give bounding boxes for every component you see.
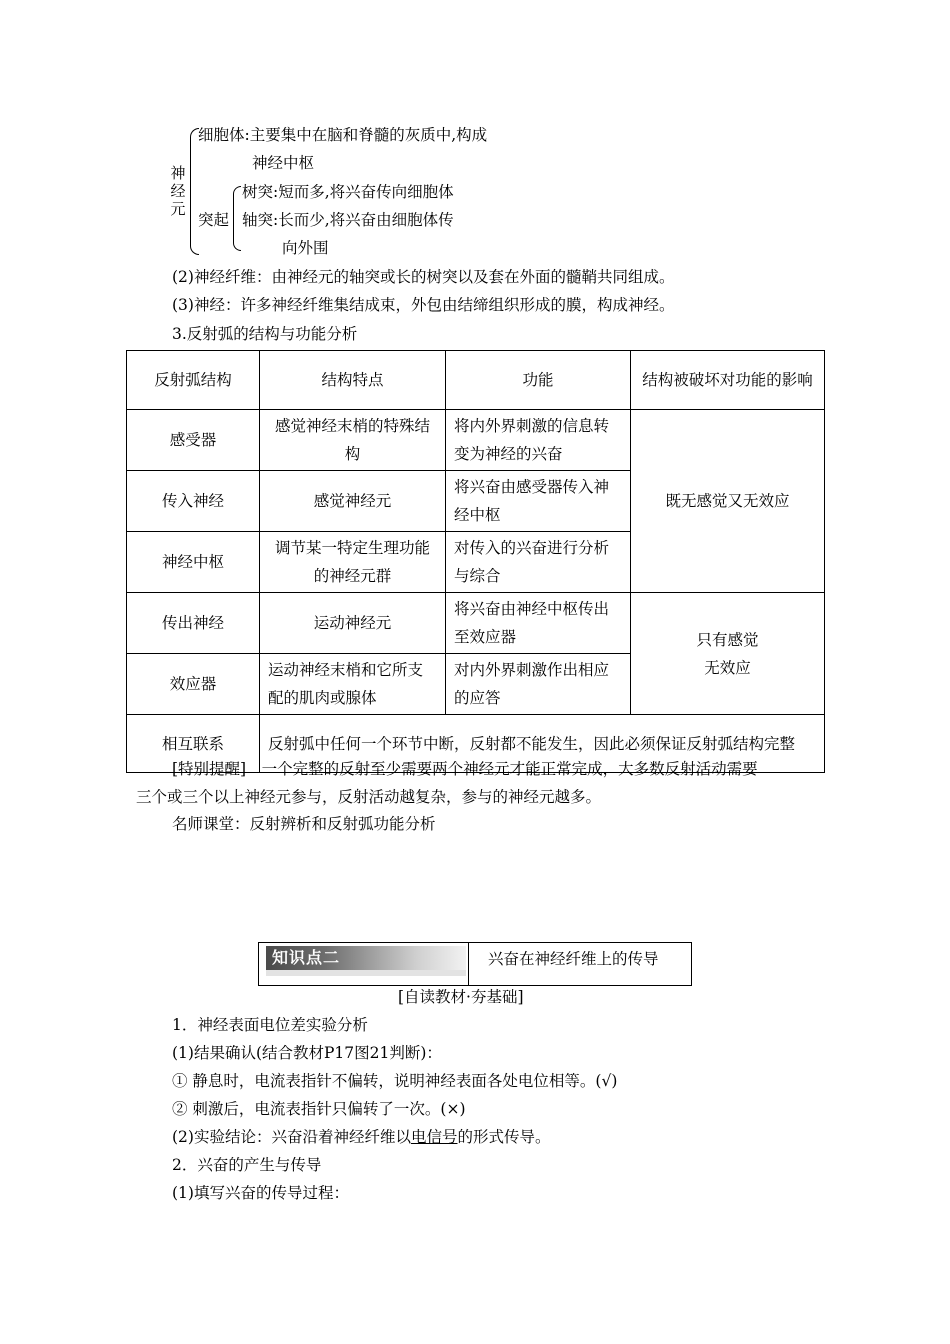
- fill-process: (1)填写兴奋的传导过程：: [172, 1184, 349, 1202]
- cell-relation-label: 相互联系: [127, 715, 260, 773]
- inner-brace-bottom: [233, 216, 241, 251]
- header-effect: [631, 351, 825, 410]
- axon-text: 轴突:长而少,将兴奋由细胞体传: [242, 211, 454, 229]
- neuron-label-text: 神经元: [170, 164, 186, 218]
- cell-function: 将内外界刺激的信息转变为神经的兴奋: [446, 410, 631, 471]
- cell-structure: 效应器: [127, 654, 260, 715]
- knowledge-point-title: 兴奋在神经纤维上的传导: [488, 950, 659, 968]
- cell-structure: 感受器: [127, 410, 260, 471]
- cell-body-text: 细胞体:主要集中在脑和脊髓的灰质中,构成: [198, 126, 488, 144]
- header-structure-text: 反射弧结构: [154, 371, 232, 389]
- conclusion-pre: (2)实验结论：兴奋沿着神经纤维以: [172, 1128, 411, 1146]
- cell-feature: 感觉神经末梢的特殊结构: [260, 410, 446, 471]
- heading-potential-experiment: 1．神经表面电位差实验分析: [172, 1016, 368, 1034]
- effect-group2-line1: 只有感觉: [696, 630, 759, 649]
- knowledge-point-subtitle: [自读教材·夯基础]: [398, 988, 524, 1006]
- cell-function: 对传入的兴奋进行分析与综合: [446, 532, 631, 593]
- cell-effect-group1: 既无感觉又无效应: [631, 410, 825, 593]
- dendrite-text: 树突:短而多,将兴奋传向细胞体: [242, 183, 454, 201]
- knowledge-point-tag-text: 知识点二: [272, 948, 341, 967]
- heading-excitation: 2．兴奋的产生与传导: [172, 1156, 322, 1174]
- header-feature: [260, 351, 446, 410]
- cell-structure: 传入神经: [127, 471, 260, 532]
- header-function-text: 功能: [522, 371, 554, 389]
- reflex-arc-table: [126, 350, 825, 773]
- cell-feature: 调节某一特定生理功能的神经元群: [260, 532, 446, 593]
- effect-group2-line2: 无效应: [704, 658, 751, 677]
- judgment-2: ② 刺激后，电流表指针只偏转了一次。(×): [172, 1100, 466, 1118]
- cell-function: 对内外界刺激作出相应的应答: [446, 654, 631, 715]
- cell-function: 将兴奋由感受器传入神经中枢: [446, 471, 631, 532]
- conclusion-post: 的形式传导。: [457, 1128, 551, 1146]
- cell-relation-text: 反射弧中任何一个环节中断，反射都不能发生，因此必须保证反射弧结构完整: [260, 715, 825, 773]
- header-function: [446, 351, 631, 410]
- header-feature-text: 结构特点: [321, 371, 384, 389]
- header-effect-text: 结构被破坏对功能的影响: [642, 371, 813, 389]
- section-heading-reflex-arc: 3.反射弧的结构与功能分析: [172, 325, 358, 343]
- cell-feature: 运动神经末梢和它所支配的肌肉或腺体: [260, 654, 446, 715]
- result-confirm: (1)结果确认(结合教材P17图21判断)：: [172, 1044, 442, 1062]
- cell-function: 将兴奋由神经中枢传出至效应器: [446, 593, 631, 654]
- judgment-1: ① 静息时，电流表指针不偏转，说明神经表面各处电位相等。(√): [172, 1072, 618, 1090]
- axon-text-cont: 向外围: [282, 239, 329, 257]
- cell-effect-group2: [631, 593, 825, 715]
- knowledge-point-divider: [468, 942, 469, 986]
- experiment-conclusion: [172, 1126, 551, 1148]
- paragraph-nerve-fiber: (2)神经纤维：由神经元的轴突或长的树突以及套在外面的髓鞘共同组成。: [172, 268, 675, 286]
- table-row: [127, 593, 825, 654]
- cell-feature: 感觉神经元: [260, 471, 446, 532]
- process-label: 突起: [198, 211, 230, 229]
- table-row: [127, 410, 825, 471]
- cell-body-text-cont: 神经中枢: [252, 154, 315, 172]
- header-structure: [127, 351, 260, 410]
- table-header-row: [127, 351, 825, 410]
- cell-feature: 运动神经元: [260, 593, 446, 654]
- special-reminder: [特别提醒] 一个完整的反射至少需要两个神经元才能正常完成，大多数反射活动需要: [172, 760, 758, 778]
- teacher-class-note: 名师课堂：反射辨析和反射弧功能分析: [172, 815, 436, 833]
- paragraph-nerve: (3)神经：许多神经纤维集结成束，外包由结缔组织形成的膜，构成神经。: [172, 296, 675, 314]
- neuron-label: [170, 164, 186, 218]
- conclusion-answer: 电信号: [410, 1128, 458, 1146]
- knowledge-point-tag-shadow: [266, 970, 466, 976]
- cell-structure: 神经中枢: [127, 532, 260, 593]
- inner-brace-top: [233, 186, 241, 217]
- special-reminder-cont: 三个或三个以上神经元参与，反射活动越复杂，参与的神经元越多。: [136, 788, 602, 806]
- cell-structure: 传出神经: [127, 593, 260, 654]
